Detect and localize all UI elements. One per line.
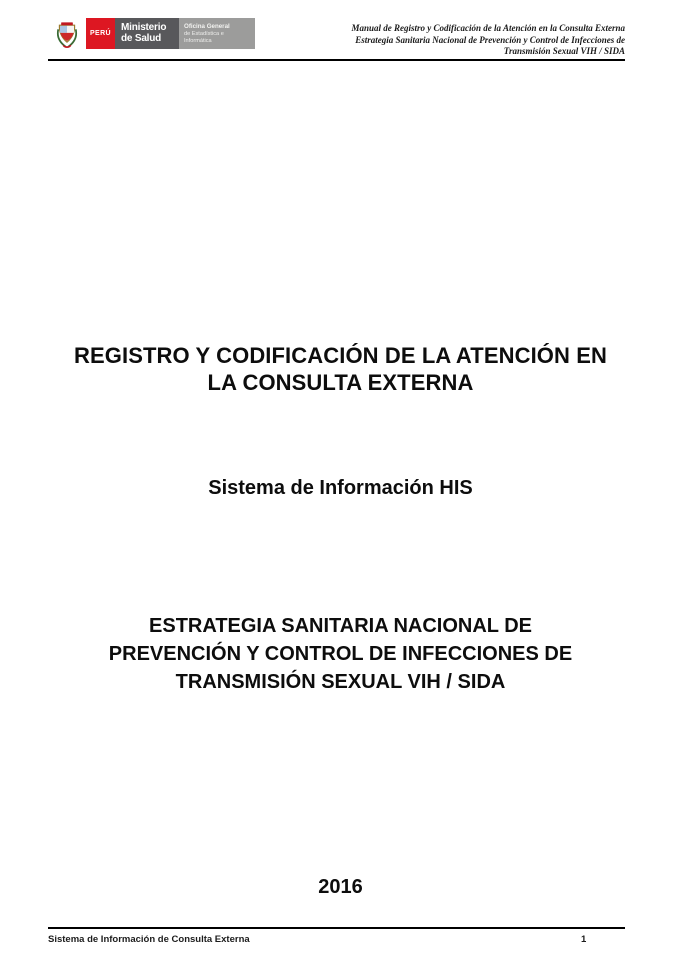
office-name-line1: Oficina General bbox=[184, 22, 230, 30]
header-divider bbox=[48, 59, 625, 61]
ministry-name-line1: Ministerio bbox=[121, 22, 167, 33]
cover-title-line: REGISTRO Y CODIFICACIÓN DE LA ATENCIÓN EN bbox=[74, 343, 607, 368]
doc-reference-line: Transmisión Sexual VIH / SIDA bbox=[503, 46, 625, 56]
footer-divider bbox=[48, 927, 625, 929]
doc-reference bbox=[205, 23, 625, 58]
cover-title bbox=[48, 342, 633, 396]
doc-reference-line: Manual de Registro y Codificación de la Atención en la Consulta Externa bbox=[351, 23, 625, 33]
program-title-line: ESTRATEGIA SANITARIA NACIONAL DE bbox=[149, 615, 532, 637]
program-title bbox=[48, 612, 633, 696]
ministry-name-line2: de Salud bbox=[121, 32, 162, 44]
office-name-line2: de Estadística e Informática bbox=[184, 30, 224, 44]
peru-label bbox=[86, 18, 115, 49]
doc-reference-line: Estrategia Sanitaria Nacional de Prevención y Control de Infecciones de bbox=[355, 34, 625, 45]
program-title-line: PREVENCIÓN Y CONTROL DE INFECCIONES DE bbox=[108, 643, 573, 665]
peru-coat-of-arms-icon bbox=[48, 18, 86, 49]
cover-title-line: LA CONSULTA EXTERNA bbox=[207, 370, 474, 395]
cover-subtitle: Sistema de Información HIS bbox=[208, 477, 473, 499]
cover-year: 2016 bbox=[318, 876, 363, 898]
page-number: 1 bbox=[581, 934, 587, 945]
program-title-line: TRANSMISIÓN SEXUAL VIH / SIDA bbox=[175, 671, 506, 693]
peru-label-text: PERÚ bbox=[89, 30, 112, 37]
ministry-name bbox=[115, 18, 179, 49]
footer-text: Sistema de Información de Consulta Externa bbox=[48, 934, 250, 945]
